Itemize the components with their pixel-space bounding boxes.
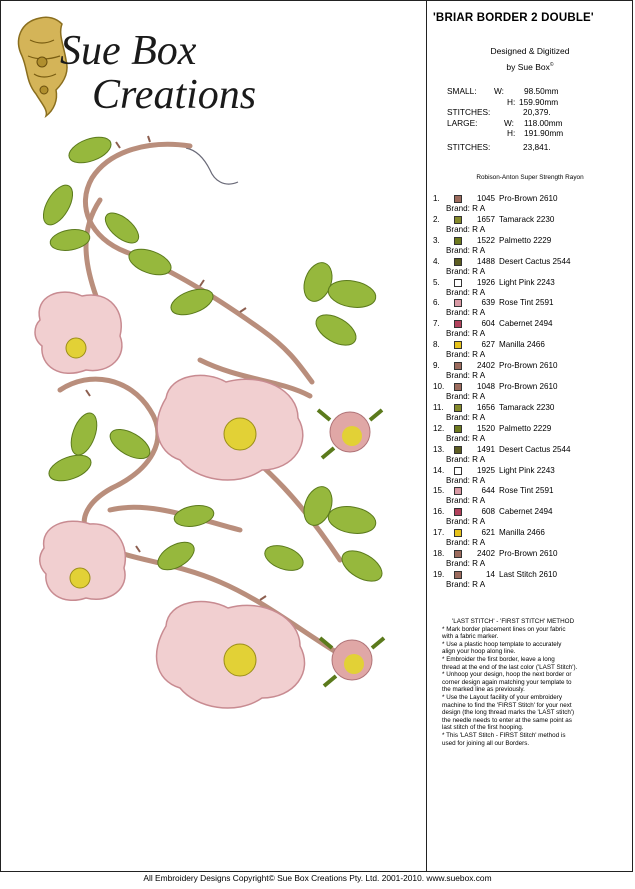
color-swatch — [454, 508, 462, 516]
brand-label: Brand: R A — [446, 371, 486, 381]
color-step-number: 5. — [433, 277, 440, 287]
copyright-mark: © — [549, 62, 554, 68]
color-step-number: 19. — [433, 570, 445, 580]
rose-flower-2 — [157, 375, 303, 480]
color-swatch — [454, 279, 462, 287]
instruction-line: * Use the Layout facility of your embroidery — [442, 693, 563, 701]
stitch-count: 2402 — [476, 361, 495, 371]
instruction-line: * Mark border placement lines on your fabric — [442, 625, 566, 633]
large-w-label: W: — [504, 117, 514, 128]
color-swatch — [454, 467, 462, 475]
thread-color-name: Cabernet 2494 — [499, 507, 553, 517]
thread-color-name: Last Stitch 2610 — [499, 570, 558, 580]
brand-label: Brand: R A — [446, 266, 486, 276]
large-stitches-label: STITCHES: — [447, 141, 491, 152]
designed-text: Designed & Digitized — [490, 46, 570, 56]
thread-brand-note: Robison-Anton Super Strength Rayon — [476, 174, 584, 181]
color-list-item — [433, 528, 633, 549]
stitch-count: 1488 — [476, 256, 495, 266]
color-list-item — [433, 382, 633, 403]
large-height: 191.90mm — [524, 128, 564, 138]
copyright-footer: All Embroidery Designs Copyright© Sue Box Creations Pty. Ltd. 2001-2010. www.suebox.com — [143, 873, 492, 883]
brand-label: Brand: R A — [446, 475, 486, 485]
stitch-count: 608 — [481, 507, 495, 517]
instruction-line: the marked line as previously. — [442, 686, 525, 694]
color-sequence-list — [433, 194, 633, 591]
small-stitches-label: STITCHES: — [447, 107, 491, 117]
color-step-number: 1. — [433, 194, 440, 203]
stitch-count: 1925 — [476, 465, 495, 475]
brand-label: Brand: R A — [446, 245, 486, 255]
stitch-count: 604 — [481, 319, 495, 329]
instruction-line: * Unhoop your design, hoop the next border or — [442, 671, 572, 679]
color-swatch — [454, 383, 462, 391]
stitch-count: 1491 — [476, 444, 495, 454]
stitch-count: 1522 — [476, 235, 495, 245]
thread-color-name: Tamarack 2230 — [499, 214, 555, 224]
thread-color-name: Pro-Brown 2610 — [499, 382, 558, 392]
design-title: 'BRIAR BORDER 2 DOUBLE' — [433, 12, 594, 24]
by-line — [427, 58, 633, 74]
rose-flower-4 — [157, 602, 305, 708]
instruction-line: with a fabric marker. — [442, 633, 499, 641]
color-list-item — [433, 215, 633, 236]
logo-text-sue-box: Sue Box — [60, 28, 197, 74]
color-list-item — [433, 278, 633, 299]
instruction-line: corner design again matching your template to — [442, 678, 572, 686]
color-step-number: 10. — [433, 382, 445, 392]
stitch-count: 1926 — [476, 277, 495, 287]
color-step-number: 6. — [433, 298, 440, 308]
color-list-item — [433, 257, 633, 278]
instruction-line: design (the long thread marks the 'LAST stitch') — [442, 709, 575, 717]
color-step-number: 18. — [433, 549, 445, 559]
rose-bud-2 — [320, 638, 384, 686]
color-step-number: 9. — [433, 361, 440, 371]
instruction-line: used for joining all our Borders. — [442, 739, 530, 747]
stitch-count: 627 — [481, 340, 495, 350]
stitch-count: 1657 — [476, 214, 495, 224]
stitch-count: 2402 — [476, 549, 495, 559]
instruction-line: thread at the end of the last color ('LAST Stitch'). — [442, 663, 578, 671]
thread-color-name: Tamarack 2230 — [499, 402, 555, 412]
thread-color-name: Light Pink 2243 — [499, 465, 555, 475]
color-list-item — [433, 424, 633, 445]
brand-label: Brand: R A — [446, 496, 486, 506]
brand-label: Brand: R A — [446, 287, 486, 297]
color-swatch — [454, 550, 462, 558]
small-stitches: 20,379. — [523, 107, 551, 117]
color-list-item — [433, 298, 633, 319]
brand-label: Brand: R A — [446, 412, 486, 422]
thread-color-name: Rose Tint 2591 — [499, 298, 554, 308]
brand-label: Brand: R A — [446, 392, 486, 402]
color-swatch — [454, 571, 462, 579]
by-text: by Sue Box — [506, 61, 550, 72]
small-h-label: H: — [507, 96, 516, 107]
large-h-label: H: — [507, 128, 516, 138]
rose-flower-1 — [35, 292, 122, 373]
stitch-count: 1656 — [476, 402, 495, 412]
stitch-count: 621 — [481, 528, 495, 538]
thread-color-name: Pro-Brown 2610 — [499, 361, 558, 371]
design-info-panel — [427, 0, 633, 872]
color-swatch — [454, 320, 462, 328]
color-swatch — [454, 404, 462, 412]
color-list-item — [433, 403, 633, 424]
instructions-heading: 'LAST STITCH' - 'FIRST STITCH' METHOD — [452, 618, 575, 625]
color-list-item — [433, 549, 633, 570]
brand-label: Brand: R A — [446, 454, 486, 464]
designer-credit — [427, 44, 633, 74]
color-list-item — [433, 486, 633, 507]
brand-label: Brand: R A — [446, 204, 486, 213]
color-swatch — [454, 341, 462, 349]
stitch-count: 639 — [481, 298, 495, 308]
color-list-item — [433, 361, 633, 382]
color-swatch — [454, 425, 462, 433]
instruction-line: the needle needs to enter at the same point as — [442, 716, 572, 724]
color-swatch — [454, 237, 462, 245]
thread-color-name: Desert Cactus 2544 — [499, 444, 571, 454]
stitch-count: 644 — [481, 486, 495, 496]
color-step-number: 2. — [433, 214, 440, 224]
color-list-item — [433, 507, 633, 528]
large-stitches: 23,841. — [523, 141, 551, 152]
instruction-line: * Embroider the first border, leave a long — [442, 655, 555, 663]
brand-label: Brand: R A — [446, 559, 486, 569]
thread-color-name: Palmetto 2229 — [499, 423, 552, 433]
color-step-number: 17. — [433, 528, 445, 538]
color-list-item — [433, 570, 633, 591]
color-step-number: 12. — [433, 423, 445, 433]
small-w-label: W: — [494, 86, 504, 96]
color-swatch — [454, 487, 462, 495]
stitch-count: 1048 — [476, 382, 495, 392]
color-list-item — [433, 319, 633, 340]
instruction-line: last stitch of the first hooping. — [442, 724, 524, 732]
instruction-line: align your hoop along line. — [442, 648, 516, 656]
brand-label: Brand: R A — [446, 329, 486, 339]
small-height: 159.90mm — [519, 96, 559, 107]
small-width: 98.50mm — [524, 86, 559, 96]
color-step-number: 16. — [433, 507, 445, 517]
thread-color-name: Pro-Brown 2610 — [499, 549, 558, 559]
thread-color-name: Manilla 2466 — [499, 528, 545, 538]
brand-label: Brand: R A — [446, 517, 486, 527]
brand-label: Brand: R A — [446, 538, 486, 548]
color-step-number: 4. — [433, 256, 440, 266]
color-step-number: 13. — [433, 444, 445, 454]
color-swatch — [454, 216, 462, 224]
instruction-line: * Use a plastic hoop template to accurately — [442, 640, 562, 648]
color-step-number: 8. — [433, 340, 440, 350]
color-step-number: 11. — [433, 402, 444, 412]
color-step-number: 7. — [433, 319, 440, 329]
stitch-count: 1045 — [476, 194, 495, 203]
brand-label: Brand: R A — [446, 433, 486, 443]
color-swatch — [454, 529, 462, 537]
color-step-number: 3. — [433, 235, 440, 245]
brand-label: Brand: R A — [446, 308, 486, 318]
color-list-item — [433, 194, 633, 215]
color-swatch — [454, 299, 462, 307]
instruction-line: * This 'LAST Stitch - FIRST Stitch' method is — [442, 731, 566, 739]
thread-color-name: Light Pink 2243 — [499, 277, 555, 287]
color-swatch — [454, 258, 462, 266]
joining-instructions — [442, 618, 632, 747]
color-list-item — [433, 466, 633, 487]
brand-label: Brand: R A — [446, 350, 486, 360]
thread-color-name: Palmetto 2229 — [499, 235, 552, 245]
color-swatch — [454, 195, 462, 203]
thread-color-name: Rose Tint 2591 — [499, 486, 554, 496]
thread-color-name: Manilla 2466 — [499, 340, 545, 350]
logo-text-creations: Creations — [92, 72, 257, 118]
color-step-number: 15. — [433, 486, 445, 496]
color-list-item — [433, 445, 633, 466]
large-label: LARGE: — [447, 117, 478, 128]
color-swatch — [454, 362, 462, 370]
thread-color-name: Cabernet 2494 — [499, 319, 553, 329]
large-width: 118.00mm — [524, 117, 563, 128]
rose-flower-3 — [40, 521, 126, 600]
thread-color-name: Pro-Brown 2610 — [499, 194, 558, 203]
thread-tail — [186, 148, 238, 184]
instruction-line: machine to find the 'FIRST Stitch' for your next — [442, 701, 572, 709]
stitch-count: 1520 — [476, 423, 495, 433]
color-list-item — [433, 340, 633, 361]
color-list-item — [433, 236, 633, 257]
small-label: SMALL: — [447, 86, 477, 96]
brand-label: Brand: R A — [446, 224, 486, 234]
color-step-number: 14. — [433, 465, 445, 475]
stitch-count: 14 — [485, 570, 495, 580]
thread-color-name: Desert Cactus 2544 — [499, 256, 571, 266]
brand-label: Brand: R A — [446, 580, 486, 590]
color-swatch — [454, 446, 462, 454]
rose-bud-1 — [318, 410, 382, 458]
